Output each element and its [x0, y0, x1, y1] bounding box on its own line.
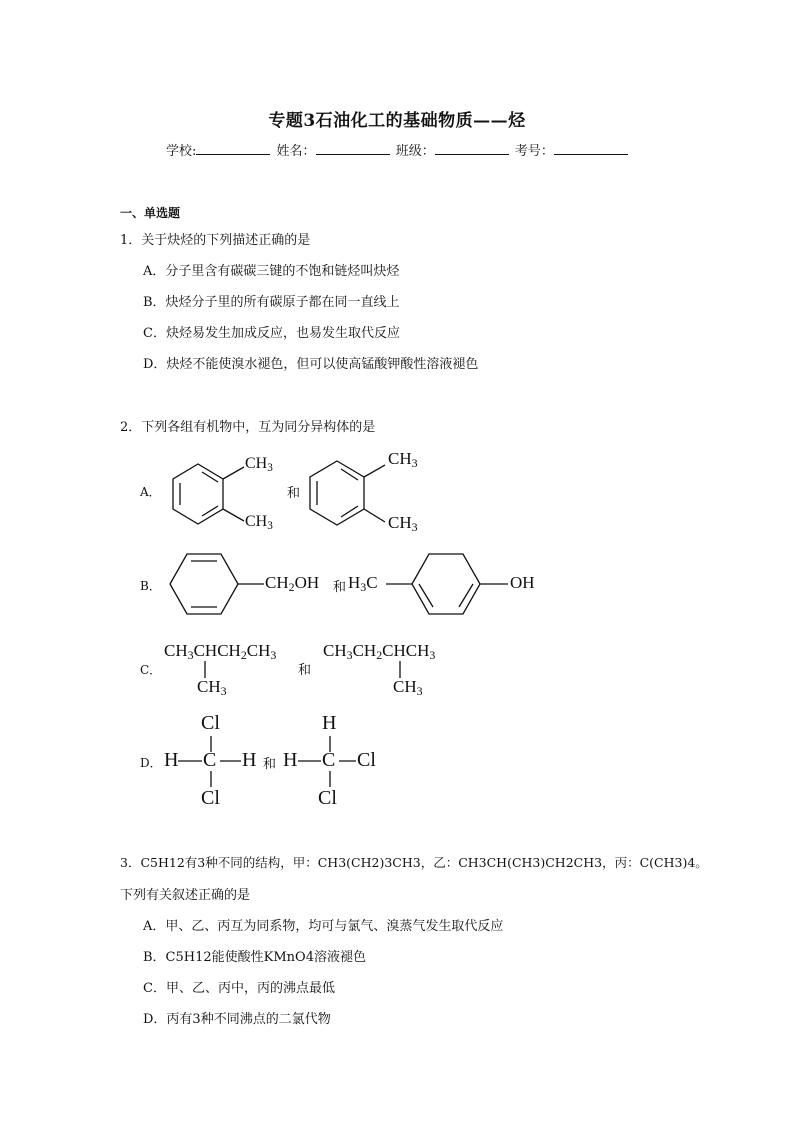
question-2a-ch3-top-2: $CH_3$: [388, 449, 418, 470]
question-2b-h3c: $H_3C$: [348, 573, 378, 594]
question-2a-ch3-top-1: $CH_3$: [245, 455, 273, 474]
question-2-label-d: D．: [140, 756, 162, 770]
benzyl-alcohol-structure: [168, 552, 266, 616]
question-1-option-d: D．炔烃不能使溴水褪色，但可以使高锰酸钾酸性溶液褪色: [143, 357, 479, 372]
question-1-option-c: C．炔烃易发生加成反应，也易发生取代反应: [143, 326, 400, 341]
school-blank[interactable]: [196, 142, 270, 155]
question-2d-left-c: C: [203, 749, 217, 771]
ortho-xylene-structure-1: [168, 462, 228, 528]
question-2d-left-right: H: [242, 749, 257, 771]
question-3-option-b: B．C5H12能使酸性KMnO4溶液褪色: [143, 950, 366, 965]
question-2d-right-cl: Cl: [357, 749, 376, 771]
question-2c-left-branch: $CH_3$: [197, 677, 227, 698]
class-label: 班级：: [395, 144, 435, 159]
school-label: 学校:: [166, 144, 197, 159]
question-2c-right-main: $CH_3CH_2CHCH_3$: [323, 641, 436, 662]
question-3-option-a: A．甲、乙、丙互为同系物，均可与氯气、溴蒸气发生取代反应: [143, 919, 504, 934]
question-2c-and: 和: [298, 663, 312, 678]
question-2d-left-bottom: Cl: [201, 787, 220, 809]
question-2-label-a: A．: [140, 485, 161, 499]
page-title: 专题3石油化工的基础物质——烃: [268, 111, 526, 131]
question-2d-left-top: Cl: [201, 712, 220, 734]
section-heading: 一、单选题: [120, 206, 181, 220]
question-2-label-c: C．: [140, 663, 162, 677]
ortho-xylene-bond-lines-2: [363, 459, 389, 529]
question-1-option-a: A．分子里含有碳碳三键的不饱和链烃叫炔烃: [143, 264, 400, 279]
question-2d-right-h: H: [283, 749, 298, 771]
question-2d-and: 和: [263, 757, 277, 772]
question-2b-and: 和: [333, 580, 347, 595]
class-blank[interactable]: [435, 142, 509, 155]
exam-number-label: 考号：: [514, 144, 554, 159]
question-3-option-c: C．甲、乙、丙中，丙的沸点最低: [143, 981, 335, 996]
question-2d-right-bottom: Cl: [318, 787, 337, 809]
question-1-option-b: B．炔烃分子里的所有碳原子都在同一直线上: [143, 295, 400, 310]
question-1-stem: 1．关于炔烃的下列描述正确的是: [120, 233, 311, 248]
question-2-stem: 2．下列各组有机物中，互为同分异构体的是: [120, 420, 376, 435]
question-2a-ch3-bot-2: $CH_3$: [388, 513, 418, 534]
question-2c-left-main: $CH_3CHCH_2CH_3$: [164, 641, 277, 662]
p-cresol-structure: [386, 552, 512, 616]
question-2d-left-h: H: [164, 749, 179, 771]
name-blank[interactable]: [316, 142, 390, 155]
question-2b-ch2oh: $CH_2OH$: [265, 573, 320, 594]
question-2d-right-c: C: [322, 749, 336, 771]
exam-number-blank[interactable]: [554, 142, 628, 155]
question-2d-right-top: H: [322, 712, 337, 734]
ortho-xylene-structure-2: [305, 459, 369, 529]
question-2-label-b: B．: [140, 579, 161, 593]
name-label: 姓名：: [276, 144, 316, 159]
question-3-option-d: D．丙有3种不同沸点的二氯代物: [143, 1012, 331, 1027]
question-3-stem-line-1: 3．C5H12有3种不同的结构，甲：CH3(CH2)3CH3，乙：CH3CH(CH3)CH2CH3，丙：C(CH3)4。: [120, 855, 708, 870]
student-info-line: [166, 140, 630, 159]
question-2a-ch3-bot-1: $CH_3$: [245, 513, 273, 532]
question-2c-right-branch: $CH_3$: [393, 677, 423, 698]
question-2a-and: 和: [287, 486, 301, 501]
question-3-stem-line-2: 下列有关叙述正确的是: [120, 888, 251, 903]
question-2b-oh: OH: [510, 573, 535, 592]
question-2d-left-bonds: [160, 710, 260, 810]
question-2d-right-bonds: [280, 710, 380, 810]
